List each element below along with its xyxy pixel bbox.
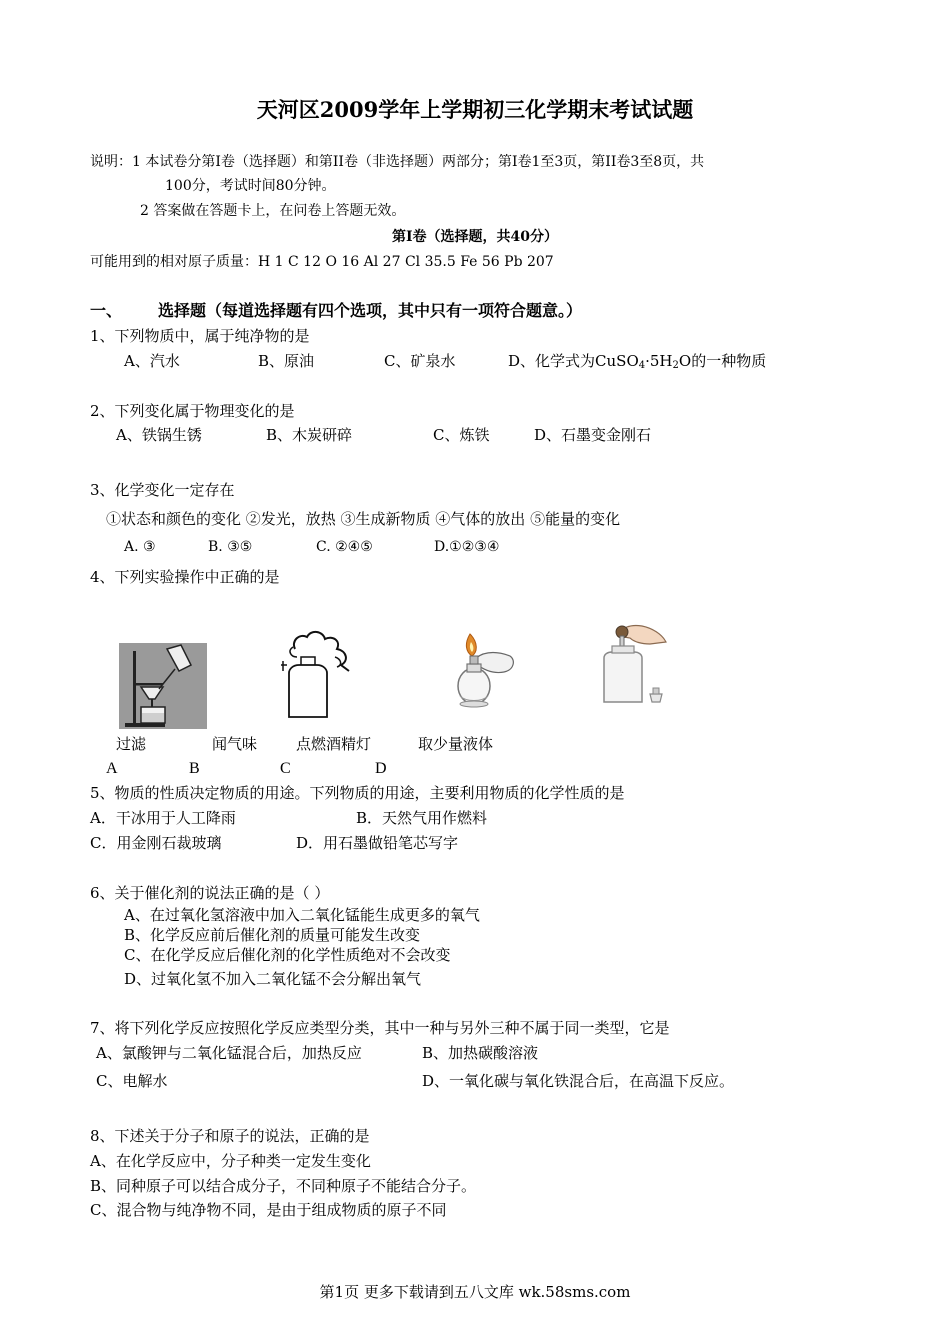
q4-letter-d: D: [375, 760, 387, 777]
note-line-2: 100分，考试时间80分钟。: [165, 178, 336, 194]
q4-caption-a: 过滤: [116, 735, 147, 753]
q5-option-c: C．用金刚石裁玻璃: [90, 834, 222, 852]
atomic-masses: 可能用到的相对原子质量：H 1 C 12 O 16 Al 27 Cl 35.5 Fe 56 Pb 207: [90, 254, 554, 270]
q4-letter-a: A: [106, 760, 118, 777]
page-footer: 第1页 更多下载请到五八文库 wk.58sms.com: [319, 1283, 631, 1301]
q2-option-a: A、铁锅生锈: [116, 426, 202, 444]
q1-option-a: A、汽水: [124, 352, 180, 370]
q4-letter-b: B: [189, 760, 200, 777]
q1-option-b: B、原油: [258, 352, 315, 370]
q2-option-b: B、木炭研碎: [266, 426, 353, 444]
q8-option-c: C、混合物与纯净物不同，是由于组成物质的原子不同: [90, 1201, 447, 1219]
q6-option-c: C、在化学反应后催化剂的化学性质绝对不会改变: [124, 946, 451, 964]
q2-stem: 2、下列变化属于物理变化的是: [90, 402, 295, 420]
q1-option-c: C、矿泉水: [384, 352, 456, 370]
part1-heading: 第Ⅰ卷（选择题，共40分）: [391, 229, 559, 245]
q4-caption-d: 取少量液体: [418, 735, 494, 753]
q7-option-c: C、电解水: [96, 1072, 168, 1090]
q5-option-d: D．用石墨做铅笔芯写字: [296, 834, 459, 852]
q7-option-b: B、加热碳酸溶液: [422, 1044, 539, 1062]
q4-letter-c: C: [280, 760, 291, 777]
q4-stem: 4、下列实验操作中正确的是: [90, 568, 280, 586]
q3-stem: 3、化学变化一定存在: [90, 481, 235, 499]
note-line-3: 2 答案做在答题卡上，在问卷上答题无效。: [140, 203, 406, 219]
q3-items: ①状态和颜色的变化 ②发光，放热 ③生成新物质 ④气体的放出 ⑤能量的变化: [106, 510, 621, 528]
page-title: 天河区2009学年上学期初三化学期末考试试题: [256, 97, 694, 122]
q7-stem: 7、将下列化学反应按照化学反应类型分类，其中一种与另外三种不属于同一类型，它是: [90, 1019, 670, 1037]
q5-option-b: B．天然气用作燃料: [356, 809, 488, 827]
q5-option-a: A．干冰用于人工降雨: [90, 809, 236, 827]
q3-option-a: A. ③: [124, 539, 156, 555]
q7-option-d: D、一氧化碳与氧化铁混合后，在高温下反应。: [422, 1072, 735, 1090]
q3-option-d: D.①②③④: [434, 539, 500, 555]
q6-stem: 6、关于催化剂的说法正确的是（ ）: [90, 884, 330, 902]
filtration-figure: [119, 643, 207, 729]
q5-stem: 5、物质的性质决定物质的用途。下列物质的用途，主要利用物质的化学性质的是: [90, 784, 625, 802]
q6-option-d: D、过氧化氢不加入二氧化锰不会分解出氧气: [124, 970, 422, 988]
q8-option-a: A、在化学反应中，分子种类一定发生变化: [90, 1152, 371, 1170]
q4-caption-c: 点燃酒精灯: [296, 735, 372, 753]
alcohol-lamp-figure: [440, 630, 522, 716]
q6-option-a: A、在过氧化氢溶液中加入二氧化锰能生成更多的氧气: [124, 906, 480, 924]
q6-option-b: B、化学反应前后催化剂的质量可能发生改变: [124, 926, 421, 944]
q1-option-d: D、化学式为$CuSO_4\cdot 5H_2O$的一种物质: [508, 352, 767, 371]
dropper-figure: [590, 622, 672, 708]
smell-odor-figure: [277, 627, 357, 719]
q2-option-c: C、炼铁: [433, 426, 490, 444]
q3-option-c: C. ②④⑤: [316, 539, 373, 555]
section-title: 选择题（每道选择题有四个选项，其中只有一项符合题意。）: [158, 301, 583, 320]
section-number: 一、: [90, 301, 123, 320]
q2-option-d: D、石墨变金刚石: [534, 426, 652, 444]
q1-stem: 1、下列物质中，属于纯净物的是: [90, 327, 310, 345]
note-line-1: 说明：1 本试卷分第Ⅰ卷（选择题）和第II卷（非选择题）两部分；第Ⅰ卷1至3页，第II卷3至8页，共: [90, 154, 705, 170]
q3-option-b: B. ③⑤: [208, 539, 253, 555]
q4-caption-b: 闻气味: [212, 735, 258, 753]
q8-stem: 8、下述关于分子和原子的说法，正确的是: [90, 1127, 370, 1145]
q7-option-a: A、氯酸钾与二氧化锰混合后，加热反应: [96, 1044, 362, 1062]
q8-option-b: B、同种原子可以结合成分子，不同种原子不能结合分子。: [90, 1177, 477, 1195]
